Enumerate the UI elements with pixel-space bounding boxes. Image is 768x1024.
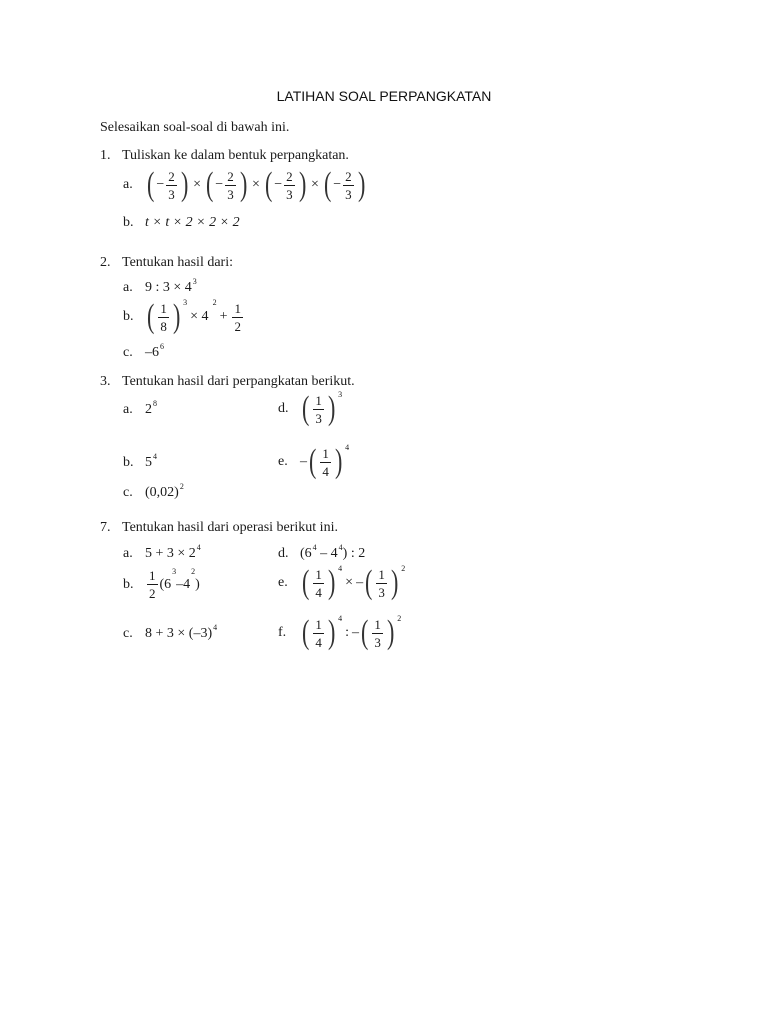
q7-item-e: e. ( $\frac{1}{4}$ ) 4 × – ( $\frac{1}{3}$ ) 2	[278, 564, 406, 601]
question-text: Tentukan hasil dari perpangkatan berikut.	[122, 374, 355, 389]
question-number: 1.	[100, 148, 111, 163]
question-2	[100, 255, 233, 271]
question-number: 2.	[100, 255, 111, 270]
question-3	[100, 374, 355, 390]
question-7	[100, 520, 338, 536]
q1-item-a: a. ( − $\frac{2}{3}$ ) × ( − $\frac{2}{3}$ ) × ( − $\frac{2}{3}$ ) × ( − $\frac{2}{3}$ )	[123, 166, 365, 203]
q7-item-a: a. $5 + 3 \times 2^4$	[123, 543, 201, 561]
question-text: Tentukan hasil dari operasi berikut ini.	[122, 520, 338, 535]
item-label: b.	[123, 215, 134, 230]
question-text: Tuliskan ke dalam bentuk perpangkatan.	[122, 148, 349, 163]
q7-item-d: d. $(6^4 - 4^4)$ : 2	[278, 543, 366, 561]
q2-item-a: a. 9 : $3 \times 4^3$	[123, 277, 197, 295]
q7-item-c: c. $8 + 3 \times (-3)^4$	[123, 623, 218, 641]
q7-item-b: b. $\frac{1}{2}$ (6 3 –4 2 )	[123, 567, 200, 601]
q3-item-d: d. ( $\frac{1}{3}$ ) 3	[278, 390, 343, 427]
question-text: Tentukan hasil dari:	[122, 255, 233, 270]
intro-text: Selesaikan soal-soal di bawah ini.	[100, 120, 290, 135]
q3-item-e: e. – ( $\frac{1}{4}$ ) 4	[278, 443, 350, 480]
question-1	[100, 148, 349, 164]
q1-item-b: b. t × t × 2 × 2 × 2	[123, 215, 240, 230]
q7-item-f: f. ( $\frac{1}{4}$ ) 4 : – ( $\frac{1}{3}$ ) 2	[278, 614, 402, 651]
question-number: 7.	[100, 520, 111, 535]
page-title: LATIHAN SOAL PERPANGKATAN	[276, 88, 492, 104]
q2-item-c: c. $-6^6$	[123, 342, 164, 360]
q3-item-c: c. $(0,02)^2$	[123, 482, 184, 500]
q3-item-a: a. $2^8$	[123, 399, 157, 417]
item-label: a.	[123, 177, 133, 192]
question-number: 3.	[100, 374, 111, 389]
q3-item-b: b. $5^4$	[123, 452, 157, 470]
q2-item-b: b. ( $\frac{1}{8}$ ) 3 × 4 2 + $\frac{1}{2}$	[123, 298, 241, 335]
